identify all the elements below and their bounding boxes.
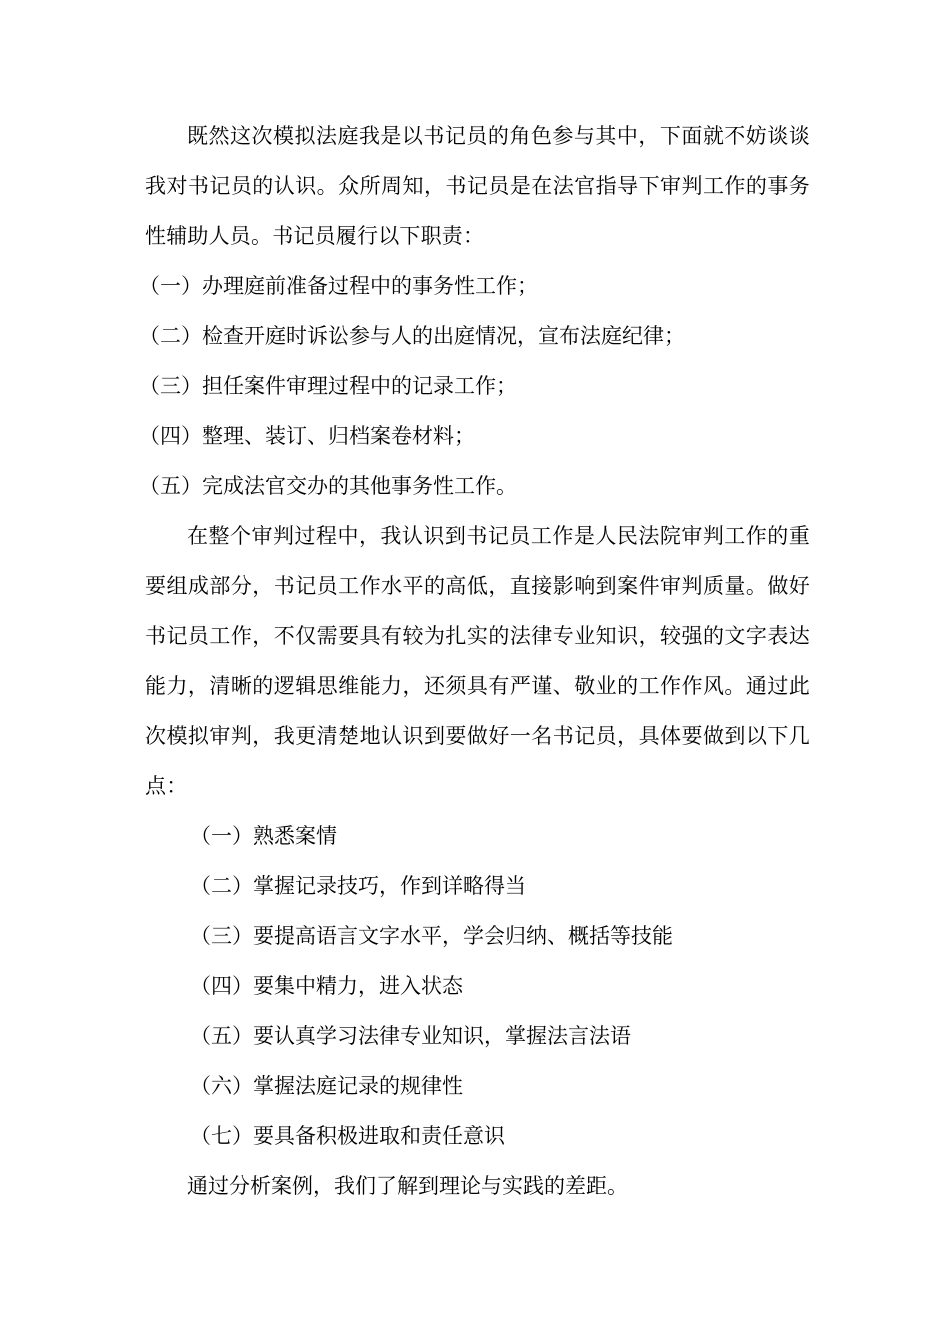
- point-item: （三）要提高语言文字水平，学会归纳、概括等技能: [190, 924, 673, 948]
- point-item: （二）掌握记录技巧，作到详略得当: [190, 874, 526, 898]
- points-list: [145, 811, 810, 1161]
- duty-item: （三）担任案件审理过程中的记录工作；: [139, 374, 517, 398]
- point-item: （六）掌握法庭记录的规律性: [190, 1074, 463, 1098]
- duties-list: [139, 261, 810, 511]
- reflection-paragraph: 在整个审判过程中，我认识到书记员工作是人民法院审判工作的重要组成部分，书记员工作水平的高低，直接影响到案件审判质量。做好书记员工作，不仅需要具有较为扎实的法律专业知识，较强的文字表达能力，清晰的逻辑思维能力，还须具有严谨、敬业的工作作风。通过此次模拟审判，我更清楚地认识到要做好一名书记员，具体要做到以下几点：: [145, 524, 810, 798]
- point-item: （五）要认真学习法律专业知识，掌握法言法语: [190, 1024, 631, 1048]
- point-item: （四）要集中精力，进入状态: [190, 974, 463, 998]
- duty-item: （四）整理、装订、归档案卷材料；: [139, 424, 475, 448]
- duty-item: （二）检查开庭时诉讼参与人的出庭情况，宣布法庭纪律；: [139, 324, 685, 348]
- closing-paragraph: 通过分析案例，我们了解到理论与实践的差距。: [187, 1174, 628, 1198]
- intro-paragraph: 既然这次模拟法庭我是以书记员的角色参与其中，下面就不妨谈谈我对书记员的认识。众所周知，书记员是在法官指导下审判工作的事务性辅助人员。书记员履行以下职责：: [145, 124, 810, 248]
- duty-item: （一）办理庭前准备过程中的事务性工作；: [139, 274, 538, 298]
- point-item: （七）要具备积极进取和责任意识: [190, 1124, 505, 1148]
- point-item: （一）熟悉案情: [190, 824, 337, 848]
- document-body: [139, 111, 810, 1211]
- duty-item: （五）完成法官交办的其他事务性工作。: [139, 474, 517, 498]
